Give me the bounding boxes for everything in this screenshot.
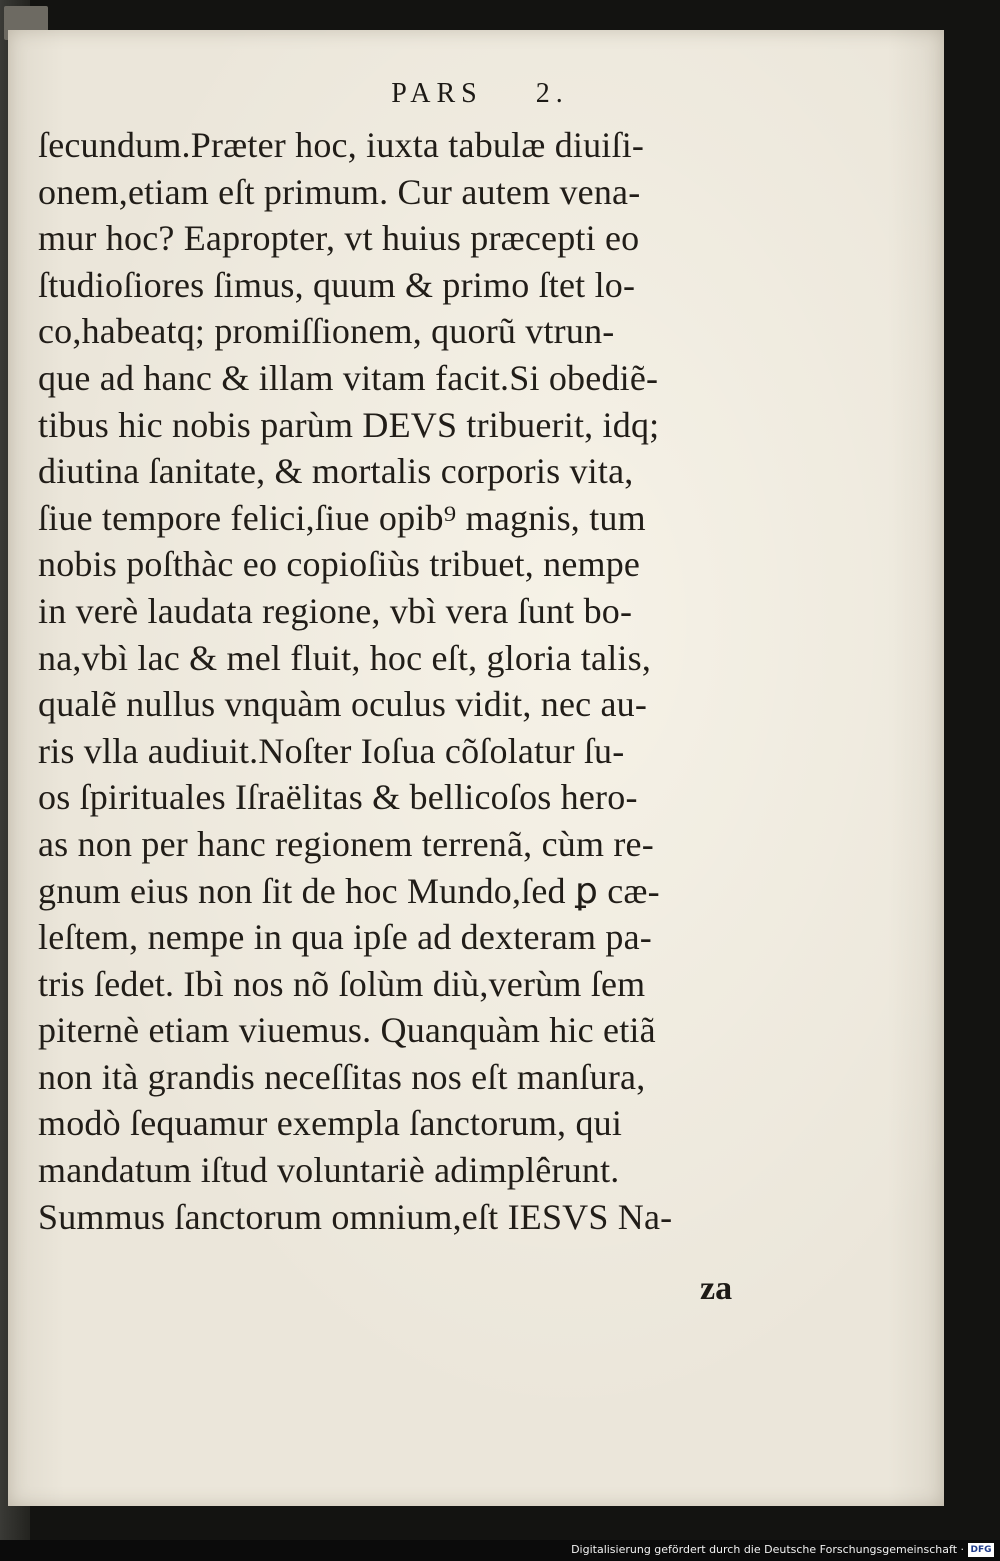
text-line: ſecundum.Præter hoc, iuxta tabulæ diuiſi- — [38, 125, 645, 165]
text-line: piternè etiam viuemus. Quanquàm hic etiã — [38, 1010, 656, 1051]
dfg-logo: DFG — [968, 1543, 994, 1557]
text-line: gnum eius non ſit de hoc Mundo,ſed ꝑ cæ- — [38, 870, 660, 911]
text-line: in verè laudata regione, vbì vera ſunt bo- — [38, 590, 633, 631]
text-line: co,habeatq; promiſſionem, quorũ vtrun- — [38, 311, 615, 352]
text-line: nobis poſthàc eo copioſiùs tribuet, nempe — [38, 544, 641, 585]
running-head-label: PARS — [391, 78, 483, 109]
text-line: ſiue tempore felici,ſiue opib⁹ magnis, tum — [38, 497, 646, 538]
text-line: mandatum iſtud voluntariè adimplêrunt. — [38, 1150, 620, 1191]
text-line: mur hoc? Eapropter, vt huius præcepti eo — [38, 218, 640, 259]
text-line: Summus ſanctorum omnium,eſt IESVS Na- — [38, 1196, 673, 1237]
text-line: ſtudioſiores ſimus, quum & primo ſtet lo- — [38, 264, 636, 305]
text-line: onem,etiam eſt primum. Cur autem vena- — [38, 171, 641, 212]
text-line: que ad hanc & illam vitam facit.Si obediẽ- — [38, 357, 659, 398]
page-section-number: 2. — [535, 78, 569, 109]
text-line: diutina ſanitate, & mortalis corporis vita, — [38, 451, 634, 492]
text-line: qualẽ nullus vnquàm oculus vidit, nec au- — [38, 684, 648, 725]
body-text — [38, 122, 768, 1240]
funding-credit: Digitalisierung gefördert durch die Deutsche Forschungsgemeinschaft · — [571, 1543, 964, 1556]
text-line: as non per hanc regionem terrenã, cùm re- — [38, 823, 654, 864]
text-line: tris ſedet. Ibì nos nõ ſolùm diù,verùm ſem — [38, 963, 646, 1004]
text-line: ris vlla audiuit.Noſter Ioſua cõſolatur ſu- — [38, 730, 625, 771]
text-line: tibus hic nobis parùm DEVS tribuerit, idq; — [38, 404, 660, 445]
text-line: non ità grandis neceſſitas nos eſt manſura, — [38, 1056, 646, 1097]
text-line: modò ſequamur exempla ſanctorum, qui — [38, 1103, 623, 1144]
text-line: os ſpirituales Iſraëlitas & bellicoſos hero- — [38, 777, 638, 818]
text-line: na,vbì lac & mel fluit, hoc eſt, gloria talis, — [38, 637, 652, 678]
running-head — [0, 78, 1000, 110]
text-line: leſtem, nempe in qua ipſe ad dexteram pa- — [38, 917, 652, 958]
catchword: za — [700, 1270, 733, 1307]
